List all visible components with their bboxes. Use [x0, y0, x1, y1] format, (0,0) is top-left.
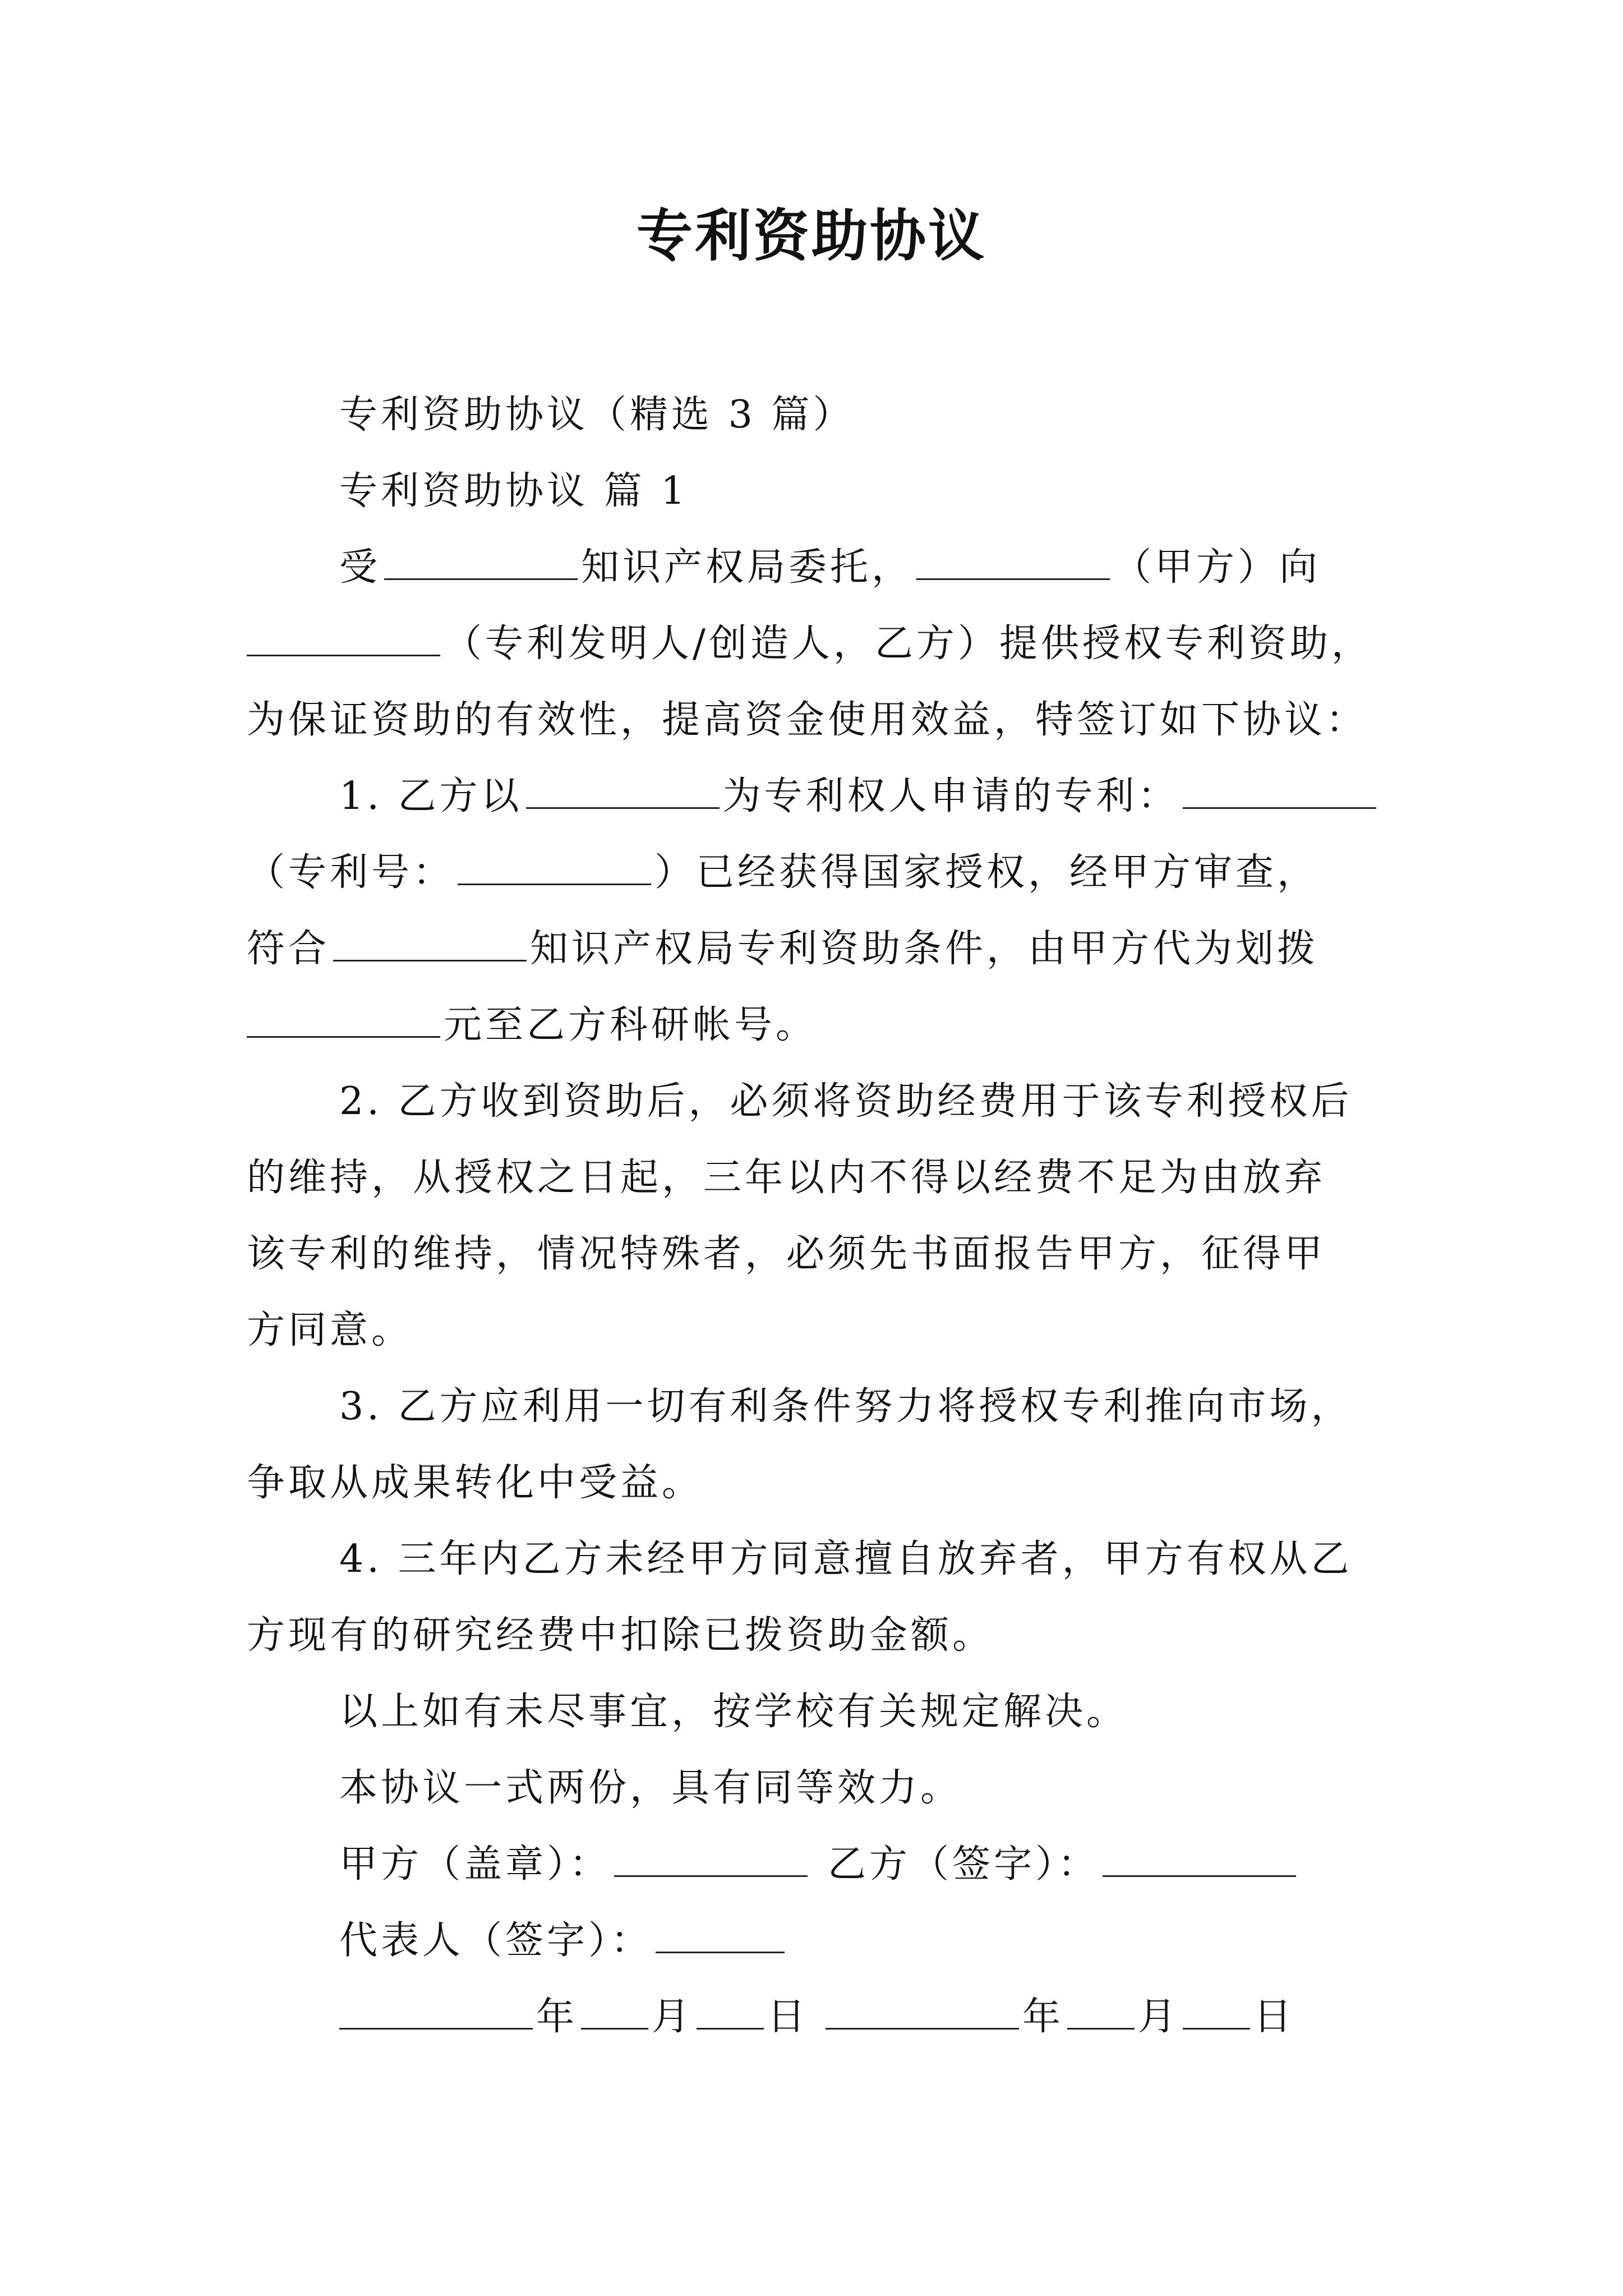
intro-line-2 [247, 616, 1385, 672]
section-heading: 专利资助协议 篇 1 [339, 469, 689, 513]
clause-text: ）已经获得国家授权，经甲方审查， [654, 850, 1319, 895]
intro-text: （甲方）向 [1113, 545, 1321, 590]
year-blank [826, 1992, 1019, 2030]
closing-line-2: 本协议一式两份，具有同等效力。 [339, 1766, 962, 1810]
month-label: 月 [652, 1995, 694, 2039]
clause2-line-4: 方同意。 [247, 1308, 413, 1352]
month-blank [1067, 1992, 1135, 2030]
party-a-label: 甲方（盖章）： [339, 1842, 611, 1887]
representative-line [339, 1913, 1385, 1969]
date-line [339, 1989, 1385, 2045]
intro-text: 知识产权局委托， [581, 545, 914, 590]
party-a-blank [614, 1839, 808, 1877]
document-title: 专利资助协议 [637, 203, 986, 269]
clause4-line-1: 4. 三年内乙方未经甲方同意擅自放弃者，甲方有权从乙 [339, 1537, 1353, 1581]
intro-line-3: 为保证资助的有效性，提高资金使用效益，特签订如下协议： [247, 698, 1368, 742]
clause2-line-1: 2. 乙方收到资助后，必须将资助经费用于该专利授权后 [339, 1079, 1353, 1124]
blank-field [247, 1000, 440, 1038]
representative-blank [656, 1916, 785, 1953]
blank-field [1183, 771, 1376, 809]
day-label: 日 [767, 1995, 809, 2039]
representative-label: 代表人（签字）： [339, 1918, 653, 1963]
intro-line-1 [339, 540, 1385, 596]
clause-text: 元至乙方科研帐号。 [444, 1003, 818, 1047]
day-label: 日 [1253, 1995, 1295, 2039]
clause-text: 1. 乙方以 [339, 774, 523, 818]
blank-field [384, 542, 578, 580]
clause1-line-4 [247, 997, 1385, 1053]
clause1-line-2 [247, 845, 1385, 901]
year-label: 年 [536, 1995, 578, 2039]
day-blank [697, 1992, 764, 2030]
signature-line [339, 1837, 1385, 1893]
clause2-line-3: 该专利的维持，情况特殊者，必须先书面报告甲方，征得甲 [247, 1232, 1326, 1276]
month-label: 月 [1138, 1995, 1180, 2039]
clause3-line-2: 争取从成果转化中受益。 [247, 1461, 704, 1505]
blank-field [526, 771, 720, 809]
intro-text: （专利发明人/创造人，乙方）提供授权专利资助， [444, 622, 1373, 666]
party-b-label: 乙方（签字）： [828, 1842, 1100, 1887]
document-subtitle: 专利资助协议（精选 3 篇） [339, 393, 855, 437]
clause1-line-3 [247, 921, 1385, 977]
clause-text: （专利号： [247, 850, 455, 895]
clause3-line-1: 3. 乙方应利用一切有利条件努力将授权专利推向市场， [339, 1384, 1353, 1429]
blank-field [247, 619, 440, 656]
intro-text: 受 [339, 545, 381, 590]
year-blank [339, 1992, 533, 2030]
clause-text: 符合 [247, 927, 330, 971]
blank-field [458, 848, 651, 885]
clause2-line-2: 的维持，从授权之日起，三年以内不得以经费不足为由放弃 [247, 1156, 1326, 1200]
month-blank [581, 1992, 648, 2030]
day-blank [1183, 1992, 1250, 2030]
clause-text: 为专利权人申请的专利： [722, 774, 1179, 818]
year-label: 年 [1022, 1995, 1064, 2039]
blank-field [333, 924, 527, 961]
closing-line-1: 以上如有未尽事宜，按学校有关规定解决。 [339, 1690, 1128, 1734]
clause-text: 知识产权局专利资助条件，由甲方代为划拨 [530, 927, 1319, 971]
clause4-line-2: 方现有的研究经费中扣除已拨资助金额。 [247, 1613, 994, 1658]
party-b-blank [1103, 1839, 1296, 1877]
blank-field [916, 542, 1110, 580]
clause1-line-1 [339, 769, 1385, 825]
